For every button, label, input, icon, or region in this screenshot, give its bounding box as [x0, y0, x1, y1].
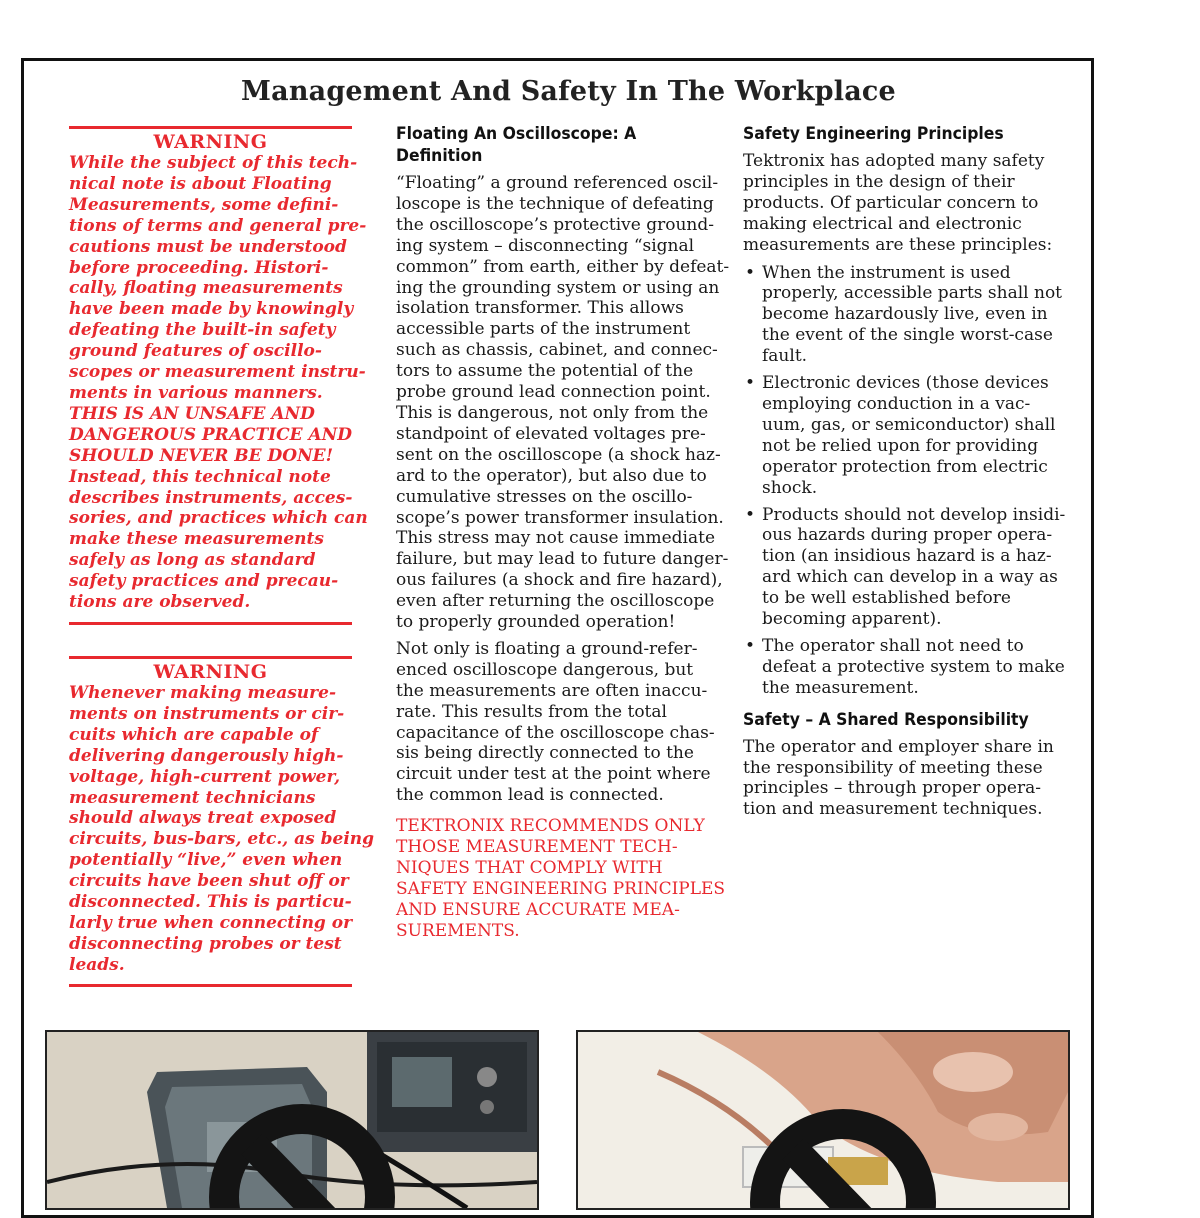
text-line: describes instruments, acces-: [69, 487, 353, 508]
text-line: ous hazards during proper opera-: [762, 525, 1053, 546]
warning-text: [69, 153, 368, 613]
text-line: common” from earth, either by defeat-: [396, 256, 730, 277]
recommendation-notice: [396, 816, 726, 941]
text-line: the measurements are often inaccu-: [396, 680, 708, 701]
text-line: This stress may not cause immediate: [396, 528, 716, 549]
bullet-icon: •: [745, 635, 756, 656]
text-line: AND ENSURE ACCURATE MEA-: [396, 899, 680, 920]
text-line: shock.: [762, 477, 818, 498]
text-line: the common lead is connected.: [396, 785, 664, 806]
paragraph-principles-intro: [743, 151, 1073, 256]
text-line: capacitance of the oscilloscope chas-: [396, 722, 715, 743]
text-line: disconnecting probes or test: [69, 933, 342, 954]
text-line: circuits, bus-bars, etc., as being: [69, 829, 375, 850]
text-line: disconnected. This is particu-: [69, 892, 352, 913]
text-line: potentially “live,” even when: [69, 850, 343, 871]
text-line: rate. This results from the total: [396, 701, 667, 722]
text-line: the oscilloscope’s protective ground-: [396, 214, 714, 235]
list-item-text: [762, 505, 1073, 630]
text-line: While the subject of this tech-: [69, 153, 358, 173]
text-line: probe ground lead connection point.: [396, 382, 711, 403]
text-line: principles – through proper opera-: [743, 778, 1041, 799]
text-line: Not only is floating a ground-refer-: [396, 638, 698, 659]
text-line: not be relied upon for providing: [762, 435, 1039, 456]
warning-heading: WARNING: [153, 661, 268, 683]
text-line: ing system – disconnecting “signal: [396, 235, 695, 256]
photo-illustration: [47, 1032, 537, 1208]
text-line: such as chassis, cabinet, and connec-: [396, 340, 718, 361]
text-line: safety practices and precau-: [69, 571, 339, 592]
text-line: scope’s power transformer insulation.: [396, 507, 724, 528]
text-line: ground features of oscillo-: [69, 341, 322, 362]
text-line: Definition: [396, 146, 483, 166]
text-line: the responsibility of meeting these: [743, 757, 1043, 778]
warning-box-floating: [69, 126, 368, 625]
text-line: uum, gas, or semiconductor) shall: [762, 414, 1056, 435]
text-line: failure, but may lead to future danger-: [396, 549, 729, 570]
paragraph-shared-responsibility: [743, 737, 1073, 821]
list-item-text: [762, 636, 1073, 699]
text-line: cuits which are capable of: [69, 724, 319, 745]
section-heading-principles: Safety Engineering Principles: [743, 124, 1004, 144]
text-line: to be well established before: [762, 588, 1011, 609]
text-line: accessible parts of the instrument: [396, 319, 691, 340]
text-line: The operator shall not need to: [762, 635, 1024, 656]
section-heading-floating: [396, 123, 692, 167]
text-line: THIS IS AN UNSAFE AND: [69, 403, 315, 424]
text-line: measurement technicians: [69, 787, 316, 808]
text-line: tions are observed.: [69, 592, 251, 613]
text-line: Instead, this technical note: [69, 466, 331, 487]
text-line: Tektronix has adopted many safety: [743, 151, 1045, 171]
list-item-text: [762, 263, 1073, 368]
text-line: should always treat exposed: [69, 808, 337, 829]
text-line: NIQUES THAT COMPLY WITH: [396, 858, 663, 878]
text-line: tion (an insidious hazard is a haz-: [762, 546, 1052, 567]
text-line: safely as long as standard: [69, 550, 316, 571]
text-line: TEKTRONIX RECOMMENDS ONLY: [396, 816, 705, 837]
text-line: defeat a protective system to make: [762, 656, 1065, 677]
page-title: Management And Safety In The Workplace: [241, 76, 896, 107]
text-line: Floating An Oscilloscope: A: [396, 124, 637, 144]
warning-box-live-circuits: [69, 656, 375, 987]
text-line: delivering dangerously high-: [69, 745, 344, 766]
text-line: When the instrument is used: [762, 262, 1011, 283]
text-line: ard to the operator), but also due to: [396, 465, 707, 486]
text-line: sis being directly connected to the: [396, 743, 694, 764]
text-line: cautions must be understood: [69, 236, 347, 257]
text-line: making electrical and electronic: [743, 213, 1022, 234]
text-line: This is dangerous, not only from the: [396, 402, 709, 423]
text-line: The operator and employer share in: [743, 736, 1054, 757]
text-line: tion and measurement techniques.: [743, 799, 1043, 820]
list-item: [743, 636, 1073, 699]
text-line: ard which can develop in a way as: [762, 567, 1058, 588]
principles-list: [743, 263, 1073, 699]
text-line: before proceeding. Histori-: [69, 257, 329, 278]
text-line: Electronic devices (those devices: [762, 373, 1049, 394]
text-line: nical note is about Floating: [69, 173, 332, 194]
list-item: [743, 505, 1073, 630]
text-line: Whenever making measure-: [69, 683, 336, 703]
text-line: standpoint of elevated voltages pre-: [396, 423, 706, 444]
column-floating-definition: [396, 123, 730, 942]
paragraph-inaccuracy: [396, 639, 718, 806]
text-line: Measurements, some defini-: [69, 194, 339, 215]
list-item: [743, 263, 1073, 368]
text-line: ments on instruments or cir-: [69, 703, 345, 724]
text-line: voltage, high-current power,: [69, 766, 341, 787]
text-line: operator protection from electric: [762, 456, 1048, 477]
warning-heading: WARNING: [153, 131, 268, 153]
photo-illustration: [578, 1032, 1068, 1208]
text-line: SHOULD NEVER BE DONE!: [69, 445, 334, 466]
text-line: cally, floating measurements: [69, 278, 343, 299]
text-line: fault.: [762, 346, 808, 367]
bullet-icon: •: [745, 504, 756, 525]
text-line: to properly grounded operation!: [396, 612, 676, 633]
warning-text: [69, 683, 375, 976]
text-line: ing the grounding system or using an: [396, 277, 720, 298]
list-item-text: [762, 373, 1073, 498]
text-line: sories, and practices which can: [69, 508, 368, 529]
text-line: products. Of particular concern to: [743, 192, 1039, 213]
text-line: tions of terms and general pre-: [69, 215, 367, 236]
text-line: employing conduction in a vac-: [762, 393, 1031, 414]
photo-hand-connector-prohibited: [576, 1030, 1070, 1210]
text-line: sent on the oscilloscope (a shock haz-: [396, 444, 721, 465]
text-line: even after returning the oscilloscope: [396, 591, 715, 612]
text-line: THOSE MEASUREMENT TECH-: [396, 837, 678, 858]
text-line: properly, accessible parts shall not: [762, 283, 1063, 304]
text-line: tors to assume the potential of the: [396, 361, 694, 382]
bullet-icon: •: [745, 373, 756, 394]
text-line: becoming apparent).: [762, 609, 942, 630]
text-line: defeating the built-in safety: [69, 320, 336, 341]
text-line: scopes or measurement instru-: [69, 362, 366, 383]
text-line: make these measurements: [69, 529, 324, 550]
text-line: SUREMENTS.: [396, 920, 520, 941]
text-line: the measurement.: [762, 677, 919, 698]
text-line: larly true when connecting or: [69, 912, 353, 933]
text-line: become hazardously live, even in: [762, 304, 1048, 325]
text-line: ous failures (a shock and fire hazard),: [396, 570, 723, 591]
bullet-icon: •: [745, 262, 756, 283]
text-line: SAFETY ENGINEERING PRINCIPLES: [396, 878, 726, 899]
text-line: Products should not develop insidi-: [762, 504, 1066, 525]
text-line: DANGEROUS PRACTICE AND: [69, 424, 353, 445]
photo-oscilloscope-prohibited: [45, 1030, 539, 1210]
text-line: principles in the design of their: [743, 171, 1015, 192]
text-line: “Floating” a ground referenced oscil-: [396, 173, 719, 193]
text-line: the event of the single worst-case: [762, 325, 1053, 346]
text-line: have been made by knowingly: [69, 299, 354, 320]
paragraph-floating-definition: [396, 173, 730, 633]
column-safety-principles: [743, 123, 1073, 820]
text-line: isolation transformer. This allows: [396, 298, 684, 319]
text-line: ments in various manners.: [69, 382, 323, 403]
text-line: leads.: [69, 954, 125, 975]
section-heading-shared-responsibility: Safety – A Shared Responsibility: [743, 709, 1029, 730]
list-item: [743, 373, 1073, 498]
text-line: circuits have been shut off or: [69, 871, 349, 892]
text-line: cumulative stresses on the oscillo-: [396, 486, 693, 507]
text-line: circuit under test at the point where: [396, 764, 711, 785]
text-line: measurements are these principles:: [743, 234, 1053, 255]
text-line: loscope is the technique of defeating: [396, 193, 714, 214]
text-line: enced oscilloscope dangerous, but: [396, 659, 694, 680]
